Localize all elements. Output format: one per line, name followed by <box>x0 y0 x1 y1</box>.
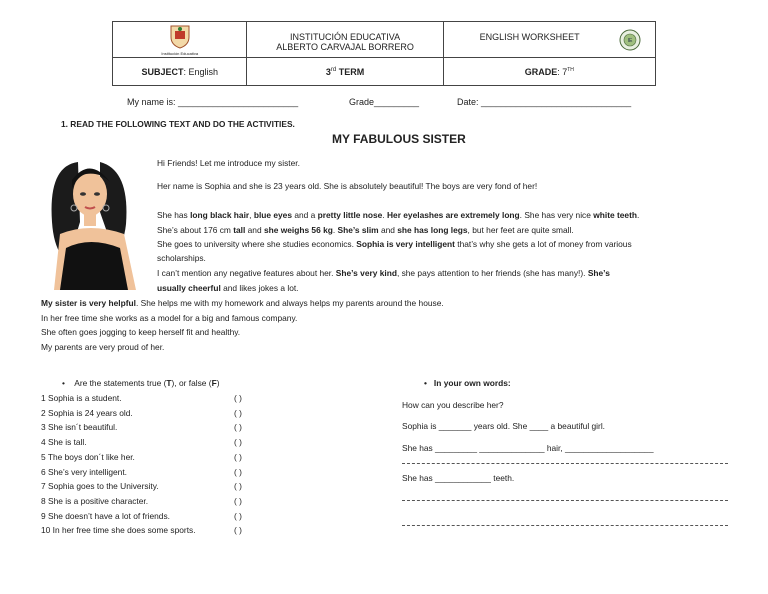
grade-cell <box>443 58 655 86</box>
text-bold: white teeth <box>593 210 637 220</box>
text-run: . She has very nice <box>519 210 594 220</box>
answer-line[interactable] <box>402 525 728 526</box>
instruction-heading: 1. READ THE FOLLOWING TEXT AND DO THE ACTIVITIES. <box>61 119 295 129</box>
worksheet-cell <box>443 22 655 58</box>
grade-value: : 7 <box>557 66 568 77</box>
institution-name-2: ALBERTO CARVAJAL BORRERO <box>276 42 414 52</box>
text-run: . <box>382 210 387 220</box>
text-bold: long black hair <box>190 210 250 220</box>
subject-cell <box>113 58 247 86</box>
text-bold: blue eyes <box>253 210 293 220</box>
text-run: , she pays attention to her friends (she has many!). <box>396 268 588 278</box>
tf-statement: 10 In her free time she does some sports. <box>41 525 196 535</box>
reading-title: MY FABULOUS SISTER <box>332 132 466 146</box>
text-run: and likes jokes a lot. <box>220 283 299 293</box>
tf-statement: 4 She is tall. <box>41 437 87 447</box>
text-bold: pretty little nose <box>317 210 383 220</box>
tf-answer-box[interactable]: ( ) <box>234 422 242 432</box>
para-line-5 <box>157 239 632 249</box>
text-run: . She helps me with my homework and always helps my parents around the house. <box>135 298 444 308</box>
text-run: . <box>636 210 640 220</box>
text-run: Are the statements true ( <box>74 378 167 388</box>
text-run: ) <box>216 378 220 388</box>
text-bold: F <box>211 378 217 388</box>
tf-statement: 8 She is a positive character. <box>41 496 149 506</box>
school-seal-icon <box>619 29 641 51</box>
subject-value: : English <box>183 66 218 77</box>
text-run: She has <box>157 210 191 220</box>
left-logo-text: Institución Educativa <box>161 51 199 56</box>
tf-heading <box>62 378 220 388</box>
institution-cell <box>247 22 443 58</box>
para-line-3 <box>157 210 639 220</box>
tf-statement: 7 Sophia goes to the University. <box>41 481 159 491</box>
text-run: She goes to university where she studies economics. <box>157 239 357 249</box>
term-sup: rd <box>330 66 337 73</box>
para-line-4 <box>157 225 574 235</box>
text-bold: usually cheerful <box>157 283 221 293</box>
bullet-icon: • <box>424 378 427 388</box>
own-words-heading <box>424 378 511 388</box>
para-line-10: In her free time she works as a model for a big and famous company. <box>41 313 298 323</box>
answer-line[interactable] <box>402 463 728 464</box>
sister-illustration <box>40 152 140 290</box>
text-run: , but her feet are quite small. <box>467 225 574 235</box>
text-run: and <box>245 225 264 235</box>
grade-label: GRADE <box>524 66 558 77</box>
answer-line[interactable] <box>402 500 728 501</box>
para-line-12: My parents are very proud of her. <box>41 342 165 352</box>
own-words-line[interactable]: She has _________ ______________ hair, ___________________ <box>402 443 654 453</box>
tf-statement: 3 She isn´t beautiful. <box>41 422 118 432</box>
tf-statement: 9 She doesn’t have a lot of friends. <box>41 511 170 521</box>
tf-answer-box[interactable]: ( ) <box>234 408 242 418</box>
para-line-2: Her name is Sophia and she is 23 years old. She is absolutely beautiful! The boys are very fond of her! <box>157 181 538 191</box>
date-field[interactable]: Date: ______________________________ <box>457 97 632 107</box>
text-bold: tall <box>233 225 246 235</box>
para-line-8 <box>157 283 299 293</box>
text-run: , <box>249 210 254 220</box>
para-line-1: Hi Friends! Let me introduce my sister. <box>157 158 300 168</box>
left-logo-cell <box>113 22 247 58</box>
tf-answer-box[interactable]: ( ) <box>234 393 242 403</box>
para-line-6: scholarships. <box>157 253 206 263</box>
student-name-field[interactable]: My name is: ________________________ <box>127 97 299 107</box>
text-run: and <box>378 225 398 235</box>
text-bold: Her eyelashes are extremely long <box>386 210 520 220</box>
text-bold: T <box>166 378 172 388</box>
institution-name: INSTITUCIÓN EDUCATIVA <box>289 32 401 42</box>
tf-answer-box[interactable]: ( ) <box>234 481 242 491</box>
grade-field[interactable]: Grade_________ <box>349 97 420 107</box>
para-line-11: She often goes jogging to keep herself fit and healthy. <box>41 327 241 337</box>
school-crest-icon <box>167 23 193 49</box>
tf-statement: 6 She’s very intelligent. <box>41 467 127 477</box>
term-number: 3 <box>325 66 331 77</box>
tf-answer-box[interactable]: ( ) <box>234 467 242 477</box>
text-bold: Sophia is very intelligent <box>356 239 455 249</box>
seal-text: IE <box>627 38 633 44</box>
text-bold: She’s slim <box>337 225 379 235</box>
subject-label: SUBJECT <box>141 66 184 77</box>
term-cell <box>247 58 443 86</box>
own-words-question: How can you describe her? <box>402 400 504 410</box>
text-run: In your own words: <box>433 378 511 388</box>
text-bold: My sister is very helpful <box>41 298 136 308</box>
tf-answer-box[interactable]: ( ) <box>234 525 242 535</box>
tf-answer-box[interactable]: ( ) <box>234 452 242 462</box>
tf-answer-box[interactable]: ( ) <box>234 437 242 447</box>
text-run: that’s why she gets a lot of money from various <box>454 239 632 249</box>
text-run: I can’t mention any negative features about her. <box>157 268 336 278</box>
text-run: and a <box>292 210 318 220</box>
tf-statement: 5 The boys don´t like her. <box>41 452 135 462</box>
header-table <box>112 21 656 86</box>
tf-answer-box[interactable]: ( ) <box>234 511 242 521</box>
text-bold: she has long legs <box>397 225 468 235</box>
text-bold: She’s very kind <box>335 268 397 278</box>
own-words-line[interactable]: She has ____________ teeth. <box>402 473 515 483</box>
worksheet-title: ENGLISH WORKSHEET <box>479 32 580 42</box>
grade-sup: TH <box>567 66 574 73</box>
text-bold: She’s <box>587 268 610 278</box>
term-word: TERM <box>336 66 365 77</box>
para-line-9 <box>41 298 444 308</box>
tf-answer-box[interactable]: ( ) <box>234 496 242 506</box>
text-run: ), or false ( <box>171 378 212 388</box>
text-run: She’s about 176 cm <box>157 225 234 235</box>
tf-statement: 1 Sophia is a student. <box>41 393 122 403</box>
text-run: . <box>332 225 338 235</box>
tf-statement: 2 Sophia is 24 years old. <box>41 408 133 418</box>
para-line-7 <box>157 268 610 278</box>
text-bold: she weighs 56 kg <box>263 225 333 235</box>
bullet-icon: • <box>62 378 65 388</box>
own-words-line[interactable]: Sophia is _______ years old. She ____ a beautiful girl. <box>402 421 606 431</box>
